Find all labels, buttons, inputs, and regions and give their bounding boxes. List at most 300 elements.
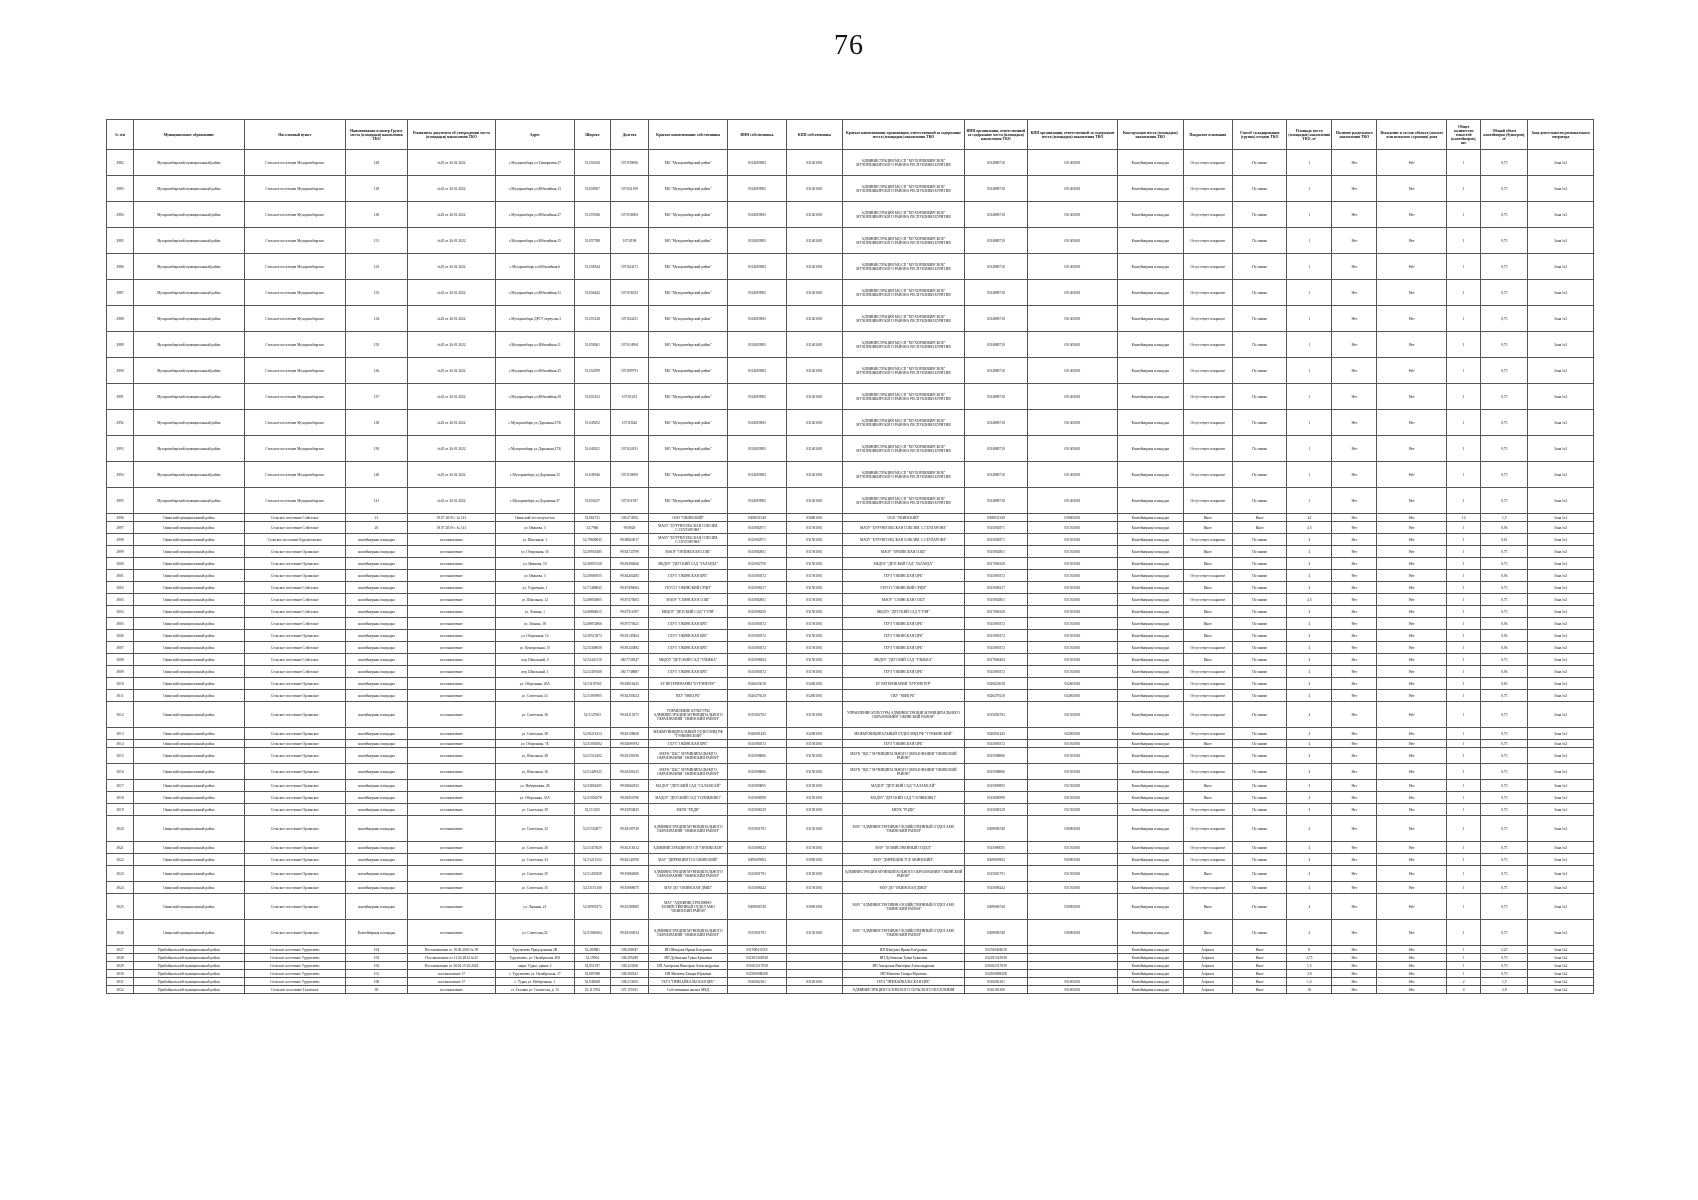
cell-collection-method: По заявке — [1233, 606, 1287, 618]
cell-site-area: 4 — [1287, 740, 1332, 748]
cell-collection-method: По заявке — [1233, 332, 1287, 358]
cell-surface-cover: Иное — [1183, 522, 1233, 534]
cell-settlement: Сельское поселение Орликское — [244, 546, 345, 558]
table-row — [107, 228, 1594, 254]
table-row — [107, 332, 1594, 358]
cell-address: с. Турунтаево ул. Октябрьская, 17 — [495, 970, 574, 978]
cell-operator-inn: 0315002971 — [964, 522, 1027, 534]
cell-municipality: Окинский муниципальный район — [134, 606, 244, 618]
cell-container-volume: 0,75 — [1481, 792, 1528, 804]
table-row — [107, 962, 1594, 970]
cell-container-count: 1 — [1447, 792, 1481, 804]
cell-site-number: контейнерная площадка — [345, 594, 407, 606]
cell-latitude: 52,50935485 — [574, 546, 610, 558]
cell-container-count: 1 — [1447, 410, 1481, 436]
cell-surface-cover: Отсутствует покрытие — [1183, 594, 1233, 606]
column-header: Наличие раздельного накопления ТКО — [1332, 120, 1377, 150]
cell-container-volume: 0,75 — [1481, 410, 1528, 436]
cell-municipality: Прибайкальский муниципальный район — [134, 962, 244, 970]
cell-address: ул. Оборонная, 16 — [495, 546, 574, 558]
cell-container-volume: 0,56 — [1481, 630, 1528, 642]
cell-operator-kpp: 031601001 — [1027, 986, 1117, 994]
table-row — [107, 954, 1594, 962]
cell-approval-document: №45 от 26.01.2022 — [407, 462, 495, 488]
cell-municipality: Окинский муниципальный район — [134, 792, 244, 804]
cell-address: с.Мухоршибирь ул.Юбилейная,25 — [495, 358, 574, 384]
cell-operator-name: АДМИНИСТРАЦИЯ МО СП "МУХОРШИБИРСКОЕ" МУХОРШИБИРСКОГО РАЙОНА РЕСПУБЛИКИ БУРЯТИЯ — [843, 228, 965, 254]
cell-operator-inn: 0314880710 — [964, 358, 1027, 384]
table-row — [107, 804, 1594, 816]
cell-owner-name: МО "Мухоршибирский район" — [649, 462, 728, 488]
cell-site-number: Контейнерная площадка — [345, 920, 407, 946]
cell-row-number: 2999 — [107, 546, 134, 558]
cell-operator-zone: Зона №2 — [1528, 970, 1594, 978]
cell-operator-kpp: 031501001 — [1027, 866, 1117, 882]
cell-settlement: Сельское поселение Орликское — [244, 920, 345, 946]
cell-owner-inn: 0315008606 — [728, 748, 787, 764]
cell-operator-inn: 0315000372 — [964, 666, 1027, 678]
cell-row-number: 3030 — [107, 970, 134, 978]
cell-site-number: контейнерная площадка — [345, 894, 407, 920]
cell-container-volume: 0,56 — [1481, 570, 1528, 582]
cell-owner-name: МО "Мухоршибирский район" — [649, 150, 728, 176]
cell-surface-cover: Отсутствует покрытие — [1183, 254, 1233, 280]
cell-operator-name: БУ ВЕТЕРИНАРИИ "БУРЭНЕТЕР" — [843, 678, 965, 690]
cell-container-count: 1 — [1447, 202, 1481, 228]
column-header: Реквизиты документа об утверждении места (площадки) накопления ТКО — [407, 120, 495, 150]
cell-operator-name: МАУ "АДМИНИСТРАТИВНО-ХОЗЯЙСТВЕННЫЙ ОТДЕЛ АМО "ОКИНСКИЙ РАЙОН" — [843, 894, 965, 920]
cell-part-of-building: Нет — [1377, 954, 1447, 962]
cell-operator-zone: Зона №1 — [1528, 690, 1594, 702]
cell-approval-document: постановление — [407, 678, 495, 690]
cell-operator-inn: 0315002851 — [964, 594, 1027, 606]
cell-surface-cover: Иное — [1183, 606, 1233, 618]
table-row — [107, 570, 1594, 582]
cell-operator-name: ГБУЗ "ПРИБАЙКАЛЬСКАЯ ЦРБ" — [843, 978, 965, 986]
column-header: Населенный пункт — [244, 120, 345, 150]
cell-surface-cover: Асфальт — [1183, 946, 1233, 954]
cell-operator-zone: Зона №2 — [1528, 962, 1594, 970]
cell-owner-kpp: 031501001 — [786, 630, 842, 642]
cell-collection-method: По заявке — [1233, 854, 1287, 866]
cell-owner-inn: 0320001445 — [728, 728, 787, 740]
cell-municipality: Мухоршибирский муниципальный район — [134, 332, 244, 358]
cell-operator-kpp: 031501001 — [1027, 780, 1117, 792]
cell-operator-name: МАУ "ХОЗЯЙСТВЕННЫЙ ОТДЕЛ" — [843, 842, 965, 854]
cell-operator-zone: Зона №1 — [1528, 764, 1594, 780]
cell-construction-type: Контейнерная площадка — [1118, 150, 1183, 176]
cell-site-number: 128 — [345, 150, 407, 176]
cell-container-volume: 0,75 — [1481, 546, 1528, 558]
cell-address: ул. Советская, 32 — [495, 816, 574, 842]
cell-site-area: 4 — [1287, 546, 1332, 558]
cell-owner-kpp: 031501001 — [786, 606, 842, 618]
cell-separate-collection: Нет — [1332, 570, 1377, 582]
cell-latitude: 52,51475029 — [574, 842, 610, 854]
cell-separate-collection: Нет — [1332, 582, 1377, 594]
cell-site-number: 137 — [345, 384, 407, 410]
cell-site-number: контейнерная площадка — [345, 546, 407, 558]
table-row — [107, 462, 1594, 488]
cell-operator-name: ГБУСО "ОКИНСКИЙ СРЦН" — [843, 582, 965, 594]
cell-settlement: Сельское поселение Мухоршибирское — [244, 202, 345, 228]
cell-owner-kpp: 031501001 — [786, 804, 842, 816]
cell-surface-cover: Отсутствует покрытие — [1183, 728, 1233, 740]
table-row — [107, 690, 1594, 702]
table-row — [107, 792, 1594, 804]
cell-operator-zone: Зона №1 — [1528, 594, 1594, 606]
cell-operator-name: МАДОУ "ДЕТСКИЙ САД "СОЛНЫШКО" — [843, 792, 965, 804]
cell-container-volume: 0,56 — [1481, 642, 1528, 654]
cell-municipality: Окинский муниципальный район — [134, 630, 244, 642]
cell-owner-kpp: 030801001 — [786, 514, 842, 522]
cell-owner-name: МО "Мухоршибирский район" — [649, 202, 728, 228]
cell-site-area: 1 — [1287, 384, 1332, 410]
cell-owner-kpp: 031401001 — [786, 410, 842, 436]
cell-part-of-building: Нет — [1377, 436, 1447, 462]
cell-owner-inn: 0315000372 — [728, 740, 787, 748]
cell-row-number: 3013 — [107, 728, 134, 740]
cell-site-area: 4 — [1287, 882, 1332, 894]
cell-row-number: 3011 — [107, 690, 134, 702]
cell-collection-method: Иное — [1233, 978, 1287, 986]
cell-owner-name: МО "Мухоршибирский район" — [649, 280, 728, 306]
cell-settlement: Сельское поселение Мухоршибирское — [244, 228, 345, 254]
cell-operator-zone: Зона №1 — [1528, 748, 1594, 764]
cell-surface-cover: Отсутствует покрытие — [1183, 384, 1233, 410]
cell-construction-type: Контейнерная площадка — [1118, 748, 1183, 764]
cell-construction-type: Контейнерная площадка — [1118, 176, 1183, 202]
cell-owner-kpp: 032601001 — [786, 690, 842, 702]
cell-owner-name: АДМИНИСТРАЦИЯ МУНИЦИПАЛЬНОГО ОБРАЗОВАНИЯ "ОКИНСКИЙ РАЙОН" — [649, 816, 728, 842]
table-row — [107, 748, 1594, 764]
cell-site-area: 4 — [1287, 728, 1332, 740]
cell-owner-kpp: 031401001 — [786, 306, 842, 332]
cell-row-number: 2984 — [107, 202, 134, 228]
cell-row-number: 3027 — [107, 946, 134, 954]
cell-container-volume: 0,75 — [1481, 306, 1528, 332]
cell-surface-cover: Иное — [1183, 894, 1233, 920]
cell-site-area: 1 — [1287, 306, 1332, 332]
cell-operator-kpp: 031401001 — [1027, 228, 1117, 254]
cell-site-number: 102 — [345, 962, 407, 970]
cell-container-count: 1 — [1447, 954, 1481, 962]
cell-latitude: 52,52459160 — [574, 666, 610, 678]
header-row — [107, 120, 1594, 150]
table-row — [107, 816, 1594, 842]
cell-owner-inn: 0314003983 — [728, 306, 787, 332]
cell-site-area: 1 — [1287, 436, 1332, 462]
cell-container-count: 1 — [1447, 804, 1481, 816]
cell-approval-document: постановление — [407, 894, 495, 920]
cell-operator-kpp: 031401001 — [1027, 280, 1117, 306]
cell-site-number: 141 — [345, 488, 407, 514]
cell-operator-inn: 0315000372 — [964, 642, 1027, 654]
cell-owner-kpp: 031401001 — [786, 202, 842, 228]
cell-row-number: 3005 — [107, 618, 134, 630]
cell-row-number: 2994 — [107, 462, 134, 488]
cell-operator-kpp: 031501001 — [1027, 642, 1117, 654]
cell-approval-document: постановление — [407, 740, 495, 748]
cell-operator-zone: Зона №1 — [1528, 534, 1594, 546]
cell-container-volume: 0,75 — [1481, 854, 1528, 866]
cell-part-of-building: Нет — [1377, 306, 1447, 332]
cell-construction-type: Контейнерная площадка — [1118, 618, 1183, 630]
cell-collection-method: По заявке — [1233, 384, 1287, 410]
cell-construction-type: Контейнерная площадка — [1118, 514, 1183, 522]
cell-operator-inn: 0317006320 — [964, 558, 1027, 570]
cell-site-number: контейнерная площадка — [345, 866, 407, 882]
cell-surface-cover: Отсутствует покрытие — [1183, 488, 1233, 514]
cell-latitude: 51,052959 — [574, 358, 610, 384]
cell-address: ул. Советская, 35 — [495, 882, 574, 894]
cell-municipality: Прибайкальский муниципальный район — [134, 978, 244, 986]
cell-collection-method: По заявке — [1233, 764, 1287, 780]
cell-owner-kpp: 031401001 — [786, 228, 842, 254]
cell-operator-kpp: 031401001 — [1027, 176, 1117, 202]
cell-row-number: 3001 — [107, 570, 134, 582]
cell-settlement: Сельское поселение Турунтаево — [244, 946, 345, 954]
table-row — [107, 594, 1594, 606]
cell-collection-method: Иное — [1233, 946, 1287, 954]
cell-operator-name: УПРАВЛЕНИЕ КУЛЬТУРЫ АДМИНИСТРАЦИИ МУНИЦИПАЛЬНОГО ОБРАЗОВАНИЯ "ОКИНСКИЙ РАЙОН" — [843, 702, 965, 728]
cell-container-count: 2 — [1447, 978, 1481, 986]
column-header: Адрес — [495, 120, 574, 150]
cell-latitude: 52,51211522 — [574, 854, 610, 866]
table-row — [107, 618, 1594, 630]
cell-owner-name: МБДОУ "ДЕТСКИЙ САД "ГУЛЯ" — [649, 606, 728, 618]
cell-municipality: Окинский муниципальный район — [134, 618, 244, 630]
cell-municipality: Окинский муниципальный район — [134, 728, 244, 740]
cell-address: Окинский лестхозучасток — [495, 514, 574, 522]
cell-surface-cover: Иное — [1183, 546, 1233, 558]
cell-longitude: 107,816903 — [610, 202, 648, 228]
cell-part-of-building: Нет — [1377, 946, 1447, 954]
cell-municipality: Окинский муниципальный район — [134, 514, 244, 522]
cell-settlement: Сельское поселение Сойотское — [244, 654, 345, 666]
cell-separate-collection: Нет — [1332, 618, 1377, 630]
table-body — [107, 150, 1594, 994]
cell-owner-name: ООО "ОКИНСКИЙ" — [649, 514, 728, 522]
cell-site-area: 4 — [1287, 702, 1332, 728]
cell-row-number: 2985 — [107, 228, 134, 254]
cell-operator-kpp: 031501001 — [1027, 702, 1117, 728]
cell-surface-cover: Асфальт — [1183, 962, 1233, 970]
cell-settlement: Сельское поселение Мухоршибирское — [244, 358, 345, 384]
cell-address: ул. Школьная, 1 — [495, 534, 574, 546]
cell-latitude: 52,807098 — [574, 970, 610, 978]
cell-part-of-building: Нет — [1377, 594, 1447, 606]
cell-operator-name: АДМИНИСТРАЦИЯ ТАЛОВСКОГО СЕЛЬСКОГО ПОСЕЛЕНИЯ — [843, 986, 965, 994]
cell-site-number: контейнерная площадка — [345, 740, 407, 748]
cell-approval-document: постановление — [407, 642, 495, 654]
cell-site-area: 1 — [1287, 150, 1332, 176]
cell-owner-name: ИП Дубинская Туяна Буяновна — [649, 954, 728, 962]
cell-separate-collection: Нет — [1332, 462, 1377, 488]
cell-approval-document: №45 от 26.01.2022 — [407, 358, 495, 384]
cell-municipality: Окинский муниципальный район — [134, 642, 244, 654]
table-row — [107, 728, 1594, 740]
cell-operator-zone: Зона №1 — [1528, 558, 1594, 570]
cell-separate-collection: Нет — [1332, 654, 1377, 666]
cell-settlement: Сельское поселение Мухоршибирское — [244, 150, 345, 176]
cell-collection-method: По заявке — [1233, 280, 1287, 306]
cell-owner-kpp: 031501001 — [786, 582, 842, 594]
cell-operator-kpp: 031501001 — [1027, 882, 1117, 894]
cell-owner-kpp: 031501001 — [786, 522, 842, 534]
cell-latitude: 52,205881 — [574, 946, 610, 954]
cell-part-of-building: Нет — [1377, 920, 1447, 946]
cell-site-number: 140 — [345, 462, 407, 488]
cell-container-volume: 0,75 — [1481, 176, 1528, 202]
cell-latitude: 51,051812 — [574, 384, 610, 410]
cell-part-of-building: Нет — [1377, 546, 1447, 558]
cell-container-count: 1 — [1447, 254, 1481, 280]
cell-container-count: 1 — [1447, 606, 1481, 618]
cell-container-volume: 0,75 — [1481, 558, 1528, 570]
cell-owner-inn: 0315000372 — [728, 570, 787, 582]
cell-owner-kpp: 031401001 — [786, 332, 842, 358]
cell-part-of-building: Нет — [1377, 332, 1447, 358]
cell-owner-kpp: 031401001 — [786, 176, 842, 202]
cell-latitude: 52,7966 — [574, 522, 610, 534]
cell-approval-document: постановление — [407, 606, 495, 618]
cell-operator-zone: Зона №2 — [1528, 946, 1594, 954]
cell-settlement: Сельское поселение Орликское — [244, 804, 345, 816]
cell-row-number: 2992 — [107, 410, 134, 436]
cell-latitude: 51,058544 — [574, 254, 610, 280]
cell-operator-inn: 0316181290 — [964, 986, 1027, 994]
cell-part-of-building: Нет — [1377, 690, 1447, 702]
cell-surface-cover: Отсутствует покрытие — [1183, 854, 1233, 866]
cell-operator-kpp: 031401001 — [1027, 462, 1117, 488]
cell-municipality: Мухоршибирский муниципальный район — [134, 228, 244, 254]
cell-container-count: 1 — [1447, 618, 1481, 630]
cell-container-volume: 0,75 — [1481, 202, 1528, 228]
cell-owner-name: ГБУЗ "ОКИНСКАЯ ЦРБ" — [649, 666, 728, 678]
cell-approval-document: №45 от 26.01.2022 — [407, 202, 495, 228]
cell-construction-type: Контейнерная площадка — [1118, 690, 1183, 702]
table-row — [107, 882, 1594, 894]
cell-part-of-building: Нет — [1377, 534, 1447, 546]
cell-site-area: 4 — [1287, 630, 1332, 642]
cell-owner-kpp: 031501001 — [786, 702, 842, 728]
cell-owner-kpp: 031501001 — [786, 570, 842, 582]
cell-operator-name: МАУ "ДИРЕКЦИЯ ТСЕ ОКИНСКИЙ" — [843, 854, 965, 866]
cell-construction-type: Контейнерная площадка — [1118, 978, 1183, 986]
cell-owner-kpp: 031401001 — [786, 254, 842, 280]
cell-owner-kpp — [786, 986, 842, 994]
cell-surface-cover: Иное — [1183, 618, 1233, 630]
cell-operator-kpp: 031501001 — [1027, 666, 1117, 678]
column-header: Наименование и номер Грунту места (площадки) накопления ТКО — [345, 120, 407, 150]
cell-operator-kpp: 031401001 — [1027, 384, 1117, 410]
cell-settlement: Сельское поселение Мухоршибирское — [244, 254, 345, 280]
cell-site-area: 1 — [1287, 462, 1332, 488]
cell-part-of-building: Нет — [1377, 702, 1447, 728]
cell-owner-inn: 0315008606 — [728, 764, 787, 780]
cell-latitude: 52,68872866 — [574, 618, 610, 630]
cell-container-volume: 0,75 — [1481, 462, 1528, 488]
table-row — [107, 410, 1594, 436]
cell-operator-name: МАУ ДО "ОКИНСКАЯ ДМШ" — [843, 882, 965, 894]
cell-settlement: Сельское поселение Орликское — [244, 702, 345, 728]
cell-latitude: 51,049221 — [574, 436, 610, 462]
cell-operator-inn: 031602317039 — [964, 962, 1027, 970]
cell-owner-name: УПРАВЛЕНИЕ КУЛЬТУРЫ АДМИНИСТРАЦИИ МУНИЦИПАЛЬНОГО ОБРАЗОВАНИЯ "ОКИНСКИЙ РАЙОН" — [649, 702, 728, 728]
cell-container-count: 1 — [1447, 332, 1481, 358]
cell-municipality: Прибайкальский муниципальный район — [134, 946, 244, 954]
cell-surface-cover: Отсутствует покрытие — [1183, 534, 1233, 546]
cell-collection-method: По заявке — [1233, 594, 1287, 606]
cell-container-count: 1 — [1447, 764, 1481, 780]
table-row — [107, 488, 1594, 514]
cell-construction-type: Контейнерная площадка — [1118, 804, 1183, 816]
cell-collection-method: Иное — [1233, 954, 1287, 962]
cell-address: ул. Иванова, 3 — [495, 570, 574, 582]
cell-operator-name: МБДОУ "ДЕТСКИЙ САД "УЛЫБКА" — [843, 654, 965, 666]
cell-owner-kpp: 031501001 — [786, 780, 842, 792]
cell-longitude: 99,82699192 — [610, 740, 648, 748]
cell-row-number: 2986 — [107, 254, 134, 280]
cell-settlement: Сельское поселение Орликское — [244, 728, 345, 740]
cell-longitude: 99,82103034 — [610, 920, 648, 946]
cell-part-of-building: Нет — [1377, 582, 1447, 594]
cell-surface-cover: Отсутствует покрытие — [1183, 358, 1233, 384]
cell-row-number: 3021 — [107, 842, 134, 854]
cell-container-count: 1 — [1447, 780, 1481, 792]
cell-settlement: Сельское поселение Сойотское — [244, 514, 345, 522]
cell-owner-inn: 0316002161 — [728, 978, 787, 986]
cell-municipality: Прибайкальский муниципальный район — [134, 986, 244, 994]
table-row — [107, 920, 1594, 946]
cell-settlement: Сельское поселение Сойотское — [244, 594, 345, 606]
cell-longitude: 108,213653 — [610, 978, 648, 986]
cell-collection-method: По заявке — [1233, 582, 1287, 594]
cell-municipality: Окинский муниципальный район — [134, 666, 244, 678]
cell-municipality: Мухоршибирский муниципальный район — [134, 254, 244, 280]
cell-owner-inn: 0309006740 — [728, 894, 787, 920]
cell-owner-name: МЕЖМУНИЦИПАЛЬНЫЙ ОТДЕЛ МВД РФ "ТУНКИНСКИЙ" — [649, 728, 728, 740]
cell-container-count: 1 — [1447, 842, 1481, 854]
cell-longitude: 107,8198 — [610, 228, 648, 254]
column-header: КПП собственника — [786, 120, 842, 150]
cell-part-of-building: Нет — [1377, 150, 1447, 176]
cell-site-area: 3,8 — [1287, 970, 1332, 978]
cell-separate-collection: Нет — [1332, 514, 1377, 522]
cell-container-volume: 2,8 — [1481, 986, 1528, 994]
cell-separate-collection: Нет — [1332, 970, 1377, 978]
cell-address: ул. Советская, 35 — [495, 866, 574, 882]
cell-site-number: контейнерная площадка — [345, 606, 407, 618]
cell-separate-collection: Нет — [1332, 946, 1377, 954]
cell-collection-method: По заявке — [1233, 202, 1287, 228]
cell-owner-inn: 0315008217 — [728, 582, 787, 594]
cell-operator-zone: Зона №2 — [1528, 986, 1594, 994]
cell-operator-inn: 0309006740 — [964, 816, 1027, 842]
cell-owner-inn: 0315002971 — [728, 534, 787, 546]
cell-separate-collection: Нет — [1332, 410, 1377, 436]
cell-separate-collection: Нет — [1332, 436, 1377, 462]
cell-owner-name: МБУК "ЦБС" МУНИЦИПАЛЬНОГО ОБРАЗОВАНИЯ "ОКИНСКИЙ РАЙОН" — [649, 764, 728, 780]
cell-longitude: 107,821109 — [610, 176, 648, 202]
cell-approval-document: 19.07.2019 г. № 141 — [407, 514, 495, 522]
cell-owner-name: МАУ "ДИРЕКЦИЯ ТСЕ ОКИНСКИЙ" — [649, 854, 728, 866]
cell-municipality: Прибайкальский муниципальный район — [134, 954, 244, 962]
cell-separate-collection: Нет — [1332, 780, 1377, 792]
cell-approval-document: постановление — [407, 986, 495, 994]
cell-owner-inn: 0308031540 — [728, 514, 787, 522]
